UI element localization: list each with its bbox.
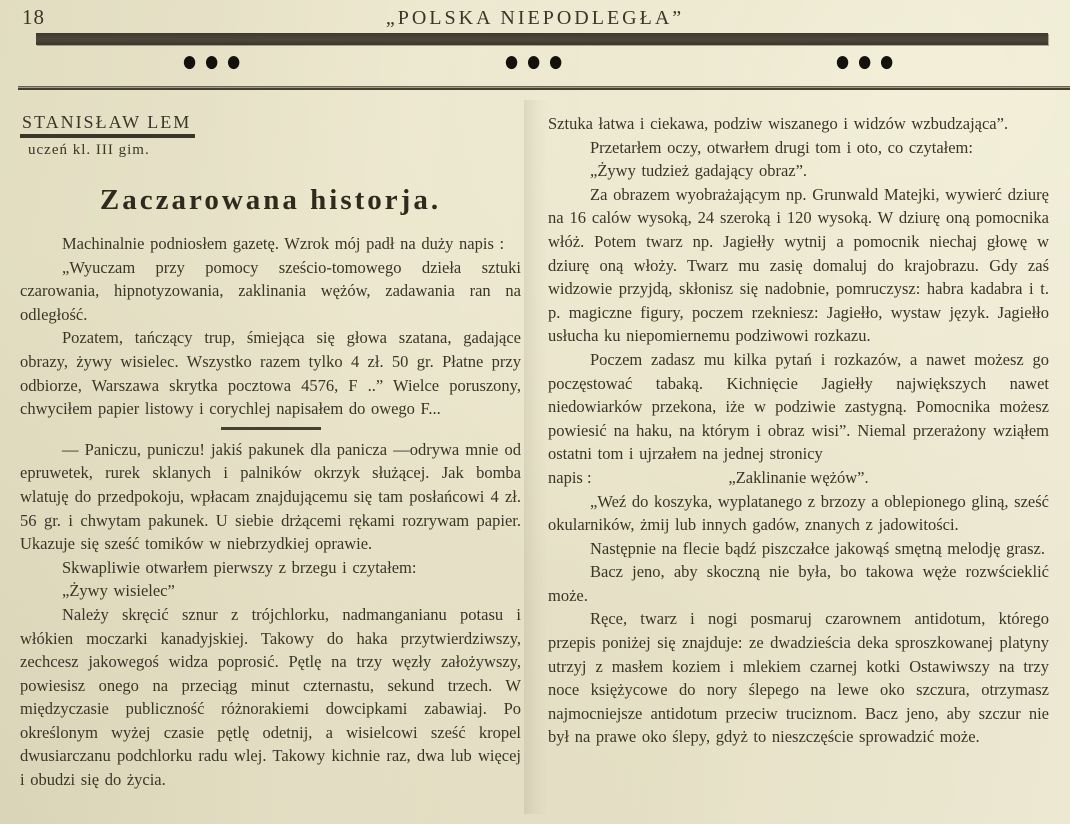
napis-value: „Zaklinanie wężów”. [728,467,869,487]
paragraph: — Paniczu, puniczu! jakiś pakunek dla panicza —odrywa mnie od epruwetek, rurek sklanych i palników okrzyk służącej. Jak bomba wlatuję do przedpokoju, wpłacam znajdującemu się tam posłańcowi 4 zł. 56 gr. i chwytam pakunek. U siebie drżącemi rękami rozrywam papier. Ukazuje się sześć tomików w niebrzydkiej oprawie. [20,439,521,554]
paragraph: Poczem zadasz mu kilka pytań i rozkazów, a nawet możesz go poczęstować tabaką. Kichnięcie Jagiełły największych nawet niedowiarków przekona, iże w podziwie zastygną. Pomocnika możesz powiesić na haku, na którym i obraz wisi”. Niemal przerażony wziąłem ostatni tom i ujrzałem na jednej stronicy [548,349,1049,464]
right-column [548,112,1049,792]
paragraph: Skwapliwie otwarłem pierwszy z brzegu i czytałem: [62,557,417,577]
paragraph: Ręce, twarz i nogi posmaruj czarownem antidotum, którego przepis poniżej się znajduje: ze dwadzieścia deka sproszkowanej platyny utrzyj z masłem koziem i mlekiem czarnej kotki Ostawiwszy na trzy noce księżycowe do nory ślepego na lewe oko szczura, otrzymasz najmocniejsze antidotum przeciw truciznom. Bacz jeno, aby szczur nie był na prawe oko ślepy, gdyż to nieszczęście sprowadzić może. [548,609,1049,747]
left-column [20,112,521,792]
author-name: STANISŁAW LEM [20,112,195,138]
section-divider [221,427,321,430]
paragraph: Machinalnie podniosłem gazetę. Wzrok mój padł na duży napis : [62,234,505,253]
napis-line [548,466,1049,490]
paragraph: Należy skręcić sznur z trójchlorku, nadmanganianu potasu i włókien moczarki kanadyjskiej. Takowy do haka przytwierdziwszy, zechcesz jakowegoś widza poprosić. Pętlę na trzy węzły założywszy, powiesisz onego na przeciąg minut czternastu, sekund trzech. W międzyczasie publiczność różnorakiemi dowcipkami zabawiaj. Po określonym wyżej czasie pętlę odetnij, a wisielcowi sześć kropel dwusiarczanu podchlorku radu wlej. Takowy kichnie raz, dwa lub więcej i obudzi się do życia. [20,604,521,790]
napis-label: napis : [548,467,592,487]
paragraph: „Weź do koszyka, wyplatanego z brzozy a oblepionego gliną, sześć okularników, żmij lub innych gadów, znanych z jadowitości. [548,491,1049,535]
paragraph: Pozatem, tańczący trup, śmiejąca się głowa szatana, gadające obrazy, żywy wisielec. Wszystko razem tylko 4 zł. 50 gr. Płatne przy odbiorze, Warszawa skrytka pocztowa 4576, F ..” Wielce poruszony, chwyciłem papier listowy i corychlej napisałem do owego F... [20,328,521,419]
author-subtitle: uczeń kl. III gim. [28,142,150,158]
paragraph: Za obrazem wyobrażającym np. Grunwald Matejki, wywierć dziurę na 16 calów wysoką, 24 szeroką i 120 wysoką. W dziurę oną pomocnika włóż. Potem twarz np. Jagiełły wytnij a pomocnik niechaj głowę w dziurę oną włoży. Twarz mu zasię domaluj do krajobrazu. Gdy zaś widzowie przyjdą, skłonisz się nadobnie, pomruczysz: habra kadabra i t. p. magiczne figury, poczem rzekniesz: Jagiełło, wystaw język. Jagiełło usłucha ku niepomiernemu podziwowi rozkazu. [548,184,1049,346]
page-number: 18 [22,5,45,29]
article-content [20,112,1049,792]
paragraph: „Żywy tudzież gadający obraz”. [590,161,808,181]
paragraph: Następnie na flecie bądź piszczałce jakowąś smętną melodję grasz. [590,538,1046,558]
paragraph: Przetarłem oczy, otwarłem drugi tom i oto, co czytałem: [590,137,973,157]
paragraph: „Wyuczam przy pomocy sześcio-tomowego dzieła sztuki czarowania, hipnotyzowania, zaklinania wężów, zadawania ran na odległość. [20,257,521,324]
paragraph: „Żywy wisielec” [62,581,175,601]
header-rule-thick [36,33,1048,45]
dots-ornament-icon: ●●● [183,50,250,72]
dots-ornament-icon: ●●● [836,50,903,72]
author-block [20,112,521,159]
paragraph: Bacz jeno, aby skoczną nie była, bo takowa węże rozwścieklić może. [548,562,1049,605]
masthead-title: „POLSKA NIEPODLEGŁA” [385,7,685,29]
article-title: Zaczarowana historja. [99,184,442,216]
dots-ornament-icon: ●●● [505,50,572,72]
paragraph: Sztuka łatwa i ciekawa, podziw wiszanego i widzów wzbudzająca”. [548,114,1009,133]
header-rule-thin [18,86,1070,90]
